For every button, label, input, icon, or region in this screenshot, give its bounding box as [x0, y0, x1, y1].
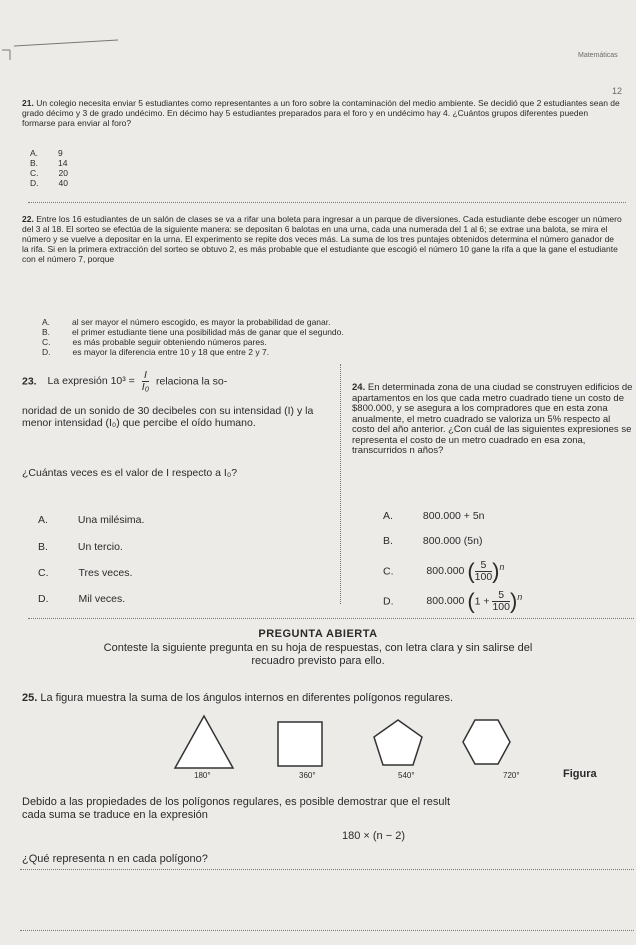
- section-instruction: Conteste la siguiente pregunta en su hoja de respuestas, con letra clara y sin salirse del recuadro previsto para ello.: [103, 642, 533, 667]
- page-number: 12: [612, 86, 623, 96]
- question-25-ask: ¿Qué representa n en cada polígono?: [22, 853, 208, 865]
- header-subject: Matemáticas: [578, 52, 618, 59]
- question-24: 24. En determinada zona de una ciudad se construyen edificios de apartamentos en los que cada metro cuadrado tiene un costo de $800.000, y se asegura a los compradores que en esta zona anualmente, el metro cuadrado se valoriza un 5% respecto al costo del año anterior. ¿Con cuál de las siguientes expresiones se representa el costo de un metro cuadrado en esa zona, transcurridos n años?: [352, 383, 633, 456]
- q24-option-c[interactable]: C. 800.000 ( $\frac{5}{100}$ )$^n$: [383, 558, 505, 584]
- divider: [28, 202, 626, 203]
- question-25-statement: Debido a las propiedades de los polígonos regulares, es posible demostrar que el result cada suma se traduce en la expresión: [22, 796, 451, 821]
- answer-line[interactable]: [20, 930, 634, 931]
- question-number: 22.: [22, 214, 34, 224]
- q22-option-c[interactable]: C. es más probable seguir obteniendo números pares.: [42, 337, 267, 347]
- q23-option-d[interactable]: D. Mil veces.: [38, 593, 126, 605]
- q24-option-b[interactable]: B. 800.000 (5n): [383, 535, 483, 547]
- question-25: 25. La figura muestra la suma de los ángulos internos en diferentes polígonos regulares.: [22, 692, 454, 704]
- divider: [28, 618, 634, 619]
- q22-option-b[interactable]: B. el primer estudiante tiene una posibilidad más de ganar que el segundo.: [42, 327, 344, 337]
- section-title: PREGUNTA ABIERTA: [258, 628, 378, 640]
- q21-option-b[interactable]: B. 14: [30, 158, 68, 168]
- pentagon-shape: [374, 720, 422, 765]
- q23-option-a[interactable]: A. Una milésima.: [38, 514, 145, 526]
- q21-option-c[interactable]: C. 20: [30, 168, 68, 178]
- triangle-angle-sum: 180°: [194, 771, 211, 780]
- page-corner-line: [0, 38, 120, 68]
- q23-option-c[interactable]: C. Tres veces.: [38, 567, 133, 579]
- hexagon-angle-sum: 720°: [503, 771, 520, 780]
- q21-option-a[interactable]: A. 9: [30, 148, 63, 158]
- hexagon-shape: [463, 720, 510, 764]
- figure-label: Figura: [563, 768, 597, 780]
- question-23-intro: 23. La expresión 10³ = $\frac{I}{\text{I₀}}$ relaciona la so-: [22, 369, 228, 393]
- question-text: Un colegio necesita enviar 5 estudiantes como representantes a un foro sobre la contaminación del medio ambiente. Se decidió que 2 estudiantes sean de grado décimo y 3 de grado undécimo. En décimo hay 5 estudiantes preparados para el foro y en undécimo hay 4. ¿Cuántos grupos diferentes pueden formarse para enviar al foro?: [22, 98, 620, 128]
- column-divider: [340, 364, 341, 604]
- triangle-shape: [175, 716, 233, 768]
- q24-option-d[interactable]: D. 800.000 (1 + $\frac{5}{100}$ )$^n$: [383, 588, 523, 614]
- q23-option-b[interactable]: B. Un tercio.: [38, 541, 123, 553]
- question-23-text: noridad de un sonido de 30 decibeles con su intensidad (I) y la menor intensidad (I₀) que percibe el oído humano.: [22, 405, 314, 429]
- question-21: [22, 98, 622, 128]
- square-shape: [278, 722, 322, 766]
- question-22: [22, 214, 622, 264]
- question-number: 21.: [22, 98, 34, 108]
- q21-option-d[interactable]: D. 40: [30, 178, 68, 188]
- polygon-figure: [170, 710, 620, 786]
- square-angle-sum: 360°: [299, 771, 316, 780]
- q24-option-a[interactable]: A. 800.000 + 5n: [383, 510, 485, 522]
- pentagon-angle-sum: 540°: [398, 771, 415, 780]
- question-text: Entre los 16 estudiantes de un salón de clases se va a rifar una boleta para ingresar a un parque de diversiones. Cada estudiante debe escoger un número del 3 al 18. El sorteo se efectúa de la siguiente manera: se depositan 6 balotas en una urna, cada una numerada del 1 al 6; se extrae una balota, se mira el número y se vuelve a depositar en la urna. El experimento se repite dos veces más. La suma de los tres puntajes obtenidos determina el número ganador de la rifa. Si en la primera extracción del sorteo se obtuvo 2, es más probable que el estudiante que escogió el número 10 gane la rifa a que la gane el estudiante con el número 7, porque: [22, 214, 622, 264]
- fraction-i-over-io: $\frac{I}{\text{I₀}}$: [141, 369, 150, 393]
- expression: 180 × (n − 2): [342, 830, 405, 842]
- answer-line[interactable]: [20, 869, 634, 870]
- question-23-prompt: ¿Cuántas veces es el valor de I respecto a I₀?: [22, 467, 238, 479]
- q22-option-d[interactable]: D. es mayor la diferencia entre 10 y 18 que entre 2 y 7.: [42, 347, 270, 357]
- q22-option-a[interactable]: A. al ser mayor el número escogido, es mayor la probabilidad de ganar.: [42, 317, 331, 327]
